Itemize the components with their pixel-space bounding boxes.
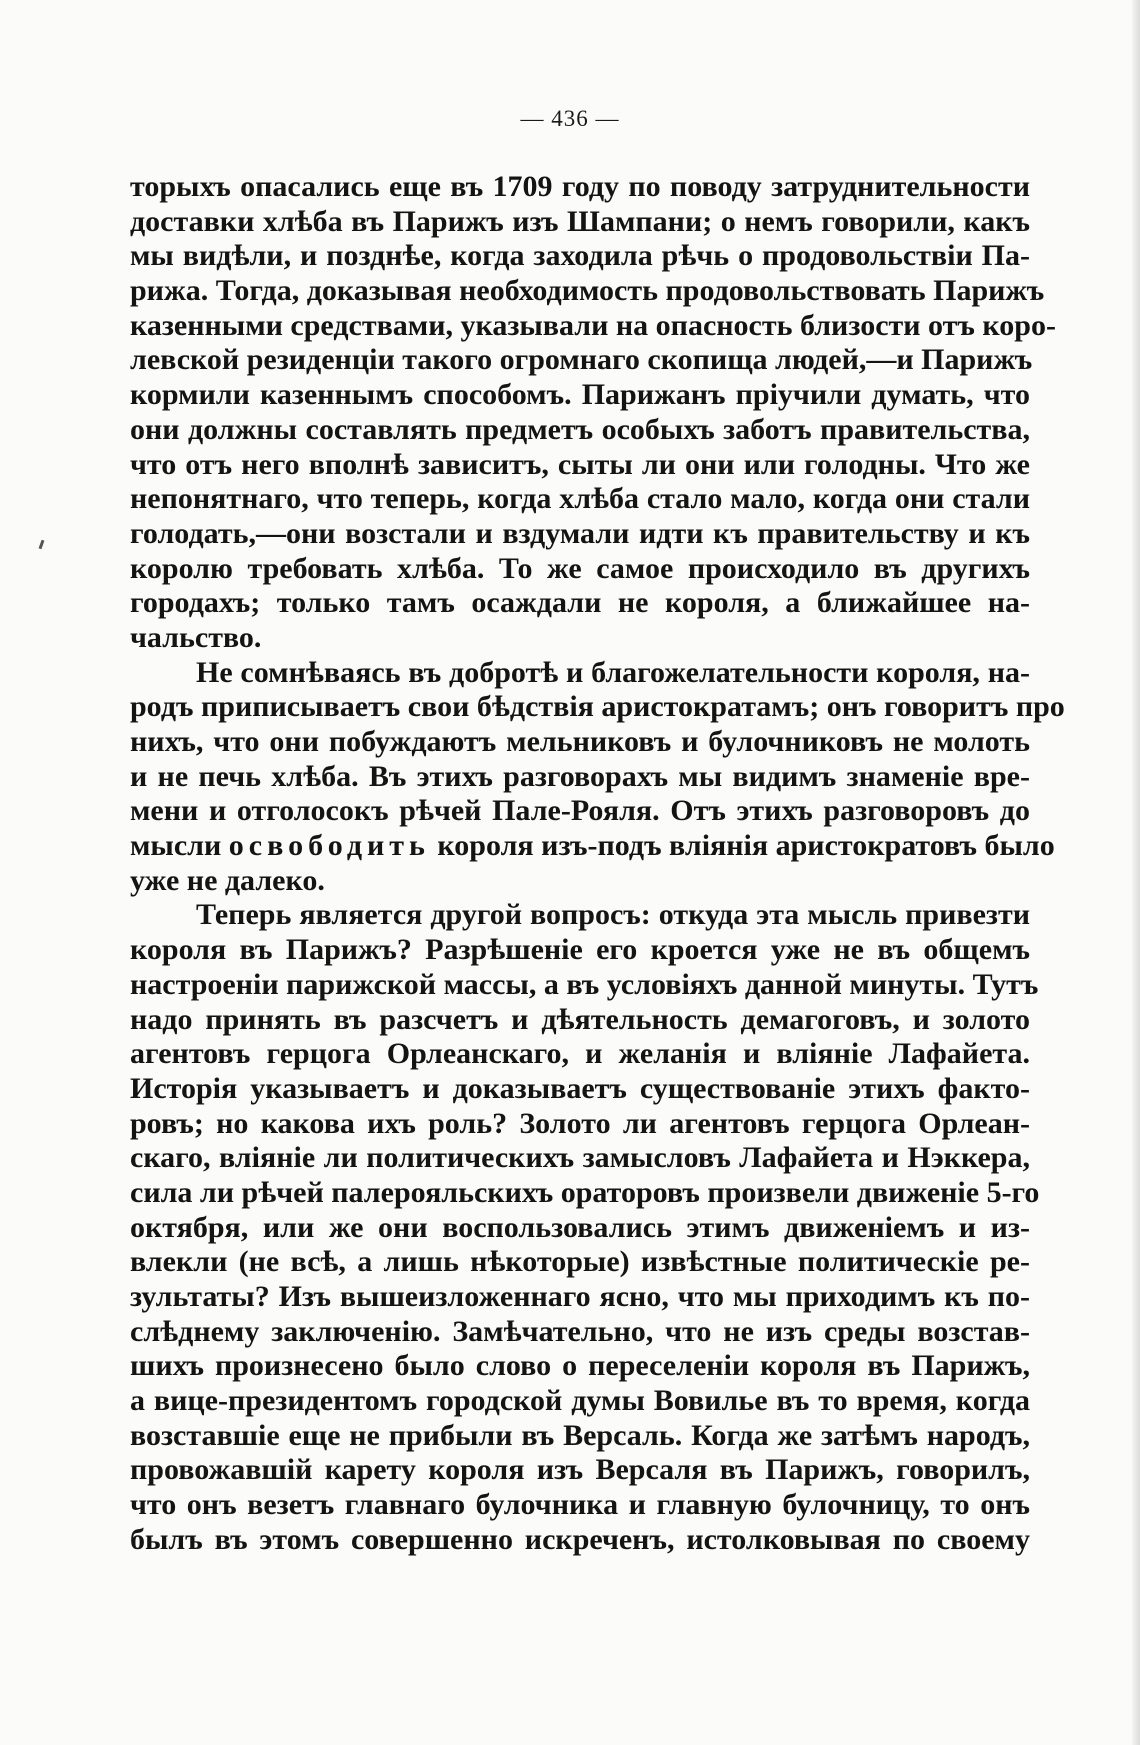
- text-line: непонятнаго, что теперь, когда хлѣба стало мало, когда они стали: [130, 482, 1030, 516]
- text-line: октября, или же они воспользовались этимъ движеніемъ и из-: [130, 1210, 1030, 1244]
- text-line: ровъ; но какова ихъ роль? Золото ли агентовъ герцога Орлеан-: [130, 1106, 1030, 1140]
- text-line: королю требовать хлѣба. То же самое происходило въ другихъ: [130, 551, 1030, 585]
- text-line: мысли освободить короля изъ-подъ вліянія аристократовъ было: [130, 829, 1055, 863]
- text-line: Исторія указываетъ и доказываетъ существованіе этихъ факто-: [130, 1071, 1030, 1105]
- text-line: чальство.: [130, 620, 262, 654]
- text-line: уже не далеко.: [130, 863, 325, 897]
- text-line: родъ приписываетъ свои бѣдствія аристократамъ; онъ говоритъ про: [130, 690, 1065, 724]
- paragraph-2: [130, 655, 1065, 899]
- text-line: они должны составлять предметъ особыхъ заботъ правительства,: [130, 412, 1030, 446]
- emphasized-word: освободить: [228, 829, 430, 863]
- text-line: нихъ, что они побуждаютъ мельниковъ и булочниковъ не молоть: [130, 725, 1030, 758]
- text-line: Не сомнѣваясь въ добротѣ и благожелательности короля, на-: [196, 655, 1030, 689]
- text-line: слѣднему заключенію. Замѣчательно, что не изъ среды возстав-: [130, 1314, 1030, 1348]
- text-line: что отъ него вполнѣ зависитъ, сыты ли они или голодны. Что же: [130, 447, 1030, 481]
- text-line: торыхъ опасались еще въ 1709 году по поводу затруднительности: [130, 170, 1030, 203]
- text-line: надо принять въ разсчетъ и дѣятельность демагоговъ, и золото: [130, 1002, 1030, 1036]
- text-line: левской резиденціи такого огромнаго скопища людей,—и Парижъ: [130, 343, 1033, 377]
- text-line: доставки хлѣба въ Парижъ изъ Шампани; о немъ говорили, какъ: [130, 204, 1030, 238]
- text-line: что онъ везетъ главнаго булочника и главную булочницу, то онъ: [130, 1488, 1030, 1522]
- text-line: настроеніи парижской массы, а въ условіяхъ данной минуты. Тутъ: [130, 967, 1039, 1001]
- page-number: — 436 —: [520, 106, 620, 131]
- text-line: кормили казеннымъ способомъ. Парижанъ пріучили думать, что: [130, 378, 1030, 412]
- text-line: зультаты? Изъ вышеизложеннаго ясно, что мы приходимъ къ по-: [130, 1280, 1030, 1313]
- text-line: рижа. Тогда, доказывая необходимость продовольствовать Парижъ: [130, 274, 1045, 308]
- text-line: казенными средствами, указывали на опасность близости отъ коро-: [130, 308, 1056, 342]
- text-line: городахъ; только тамъ осаждали не короля, а ближайшее на-: [130, 586, 1030, 620]
- scan-edge: [1132, 0, 1140, 1745]
- text-line: а вице-президентомъ городской думы Вовилье въ то время, когда: [130, 1384, 1030, 1418]
- text-line: провожавшій карету короля изъ Версаля въ Парижъ, говорилъ,: [130, 1453, 1030, 1487]
- text-line: мени и отголосокъ рѣчей Пале-Рояля. Отъ этихъ разговоровъ до: [130, 794, 1030, 828]
- text-line: шихъ произнесено было слово о переселеніи короля въ Парижъ,: [130, 1349, 1030, 1383]
- stray-ink-mark: [39, 540, 45, 549]
- text-line: голодать,—они возстали и вздумали идти къ правительству и къ: [130, 516, 1030, 550]
- paragraph-3: [130, 898, 1040, 1557]
- text-line: возставшіе еще не прибыли въ Версаль. Когда же затѣмъ народъ,: [130, 1418, 1030, 1452]
- text-line: былъ въ этомъ совершенно искреченъ, истолковывая по своему: [130, 1522, 1030, 1556]
- text-line: мы видѣли, и позднѣе, когда заходила рѣчь о продовольствіи Па-: [130, 239, 1030, 273]
- text-line: сила ли рѣчей палерояльскихъ ораторовъ произвели движеніе 5-го: [130, 1175, 1040, 1209]
- paragraph-1: [130, 170, 1056, 656]
- text-line: влекли (не всѣ, а лишь нѣкоторые) извѣстные политическіе ре-: [130, 1245, 1030, 1279]
- text-line: агентовъ герцога Орлеанскаго, и желанія и вліяніе Лафайета.: [130, 1037, 1030, 1071]
- text-line: скаго, вліяніе ли политическихъ замысловъ Лафайета и Нэккера,: [130, 1141, 1030, 1175]
- body-text: [130, 170, 1065, 1558]
- text-line: и не печь хлѣба. Въ этихъ разговорахъ мы видимъ знаменіе вре-: [130, 759, 1030, 793]
- text-line: Теперь является другой вопросъ: откуда эта мысль привезти: [196, 898, 1030, 932]
- text-line: короля въ Парижъ? Разрѣшеніе его кроется уже не въ общемъ: [130, 933, 1030, 967]
